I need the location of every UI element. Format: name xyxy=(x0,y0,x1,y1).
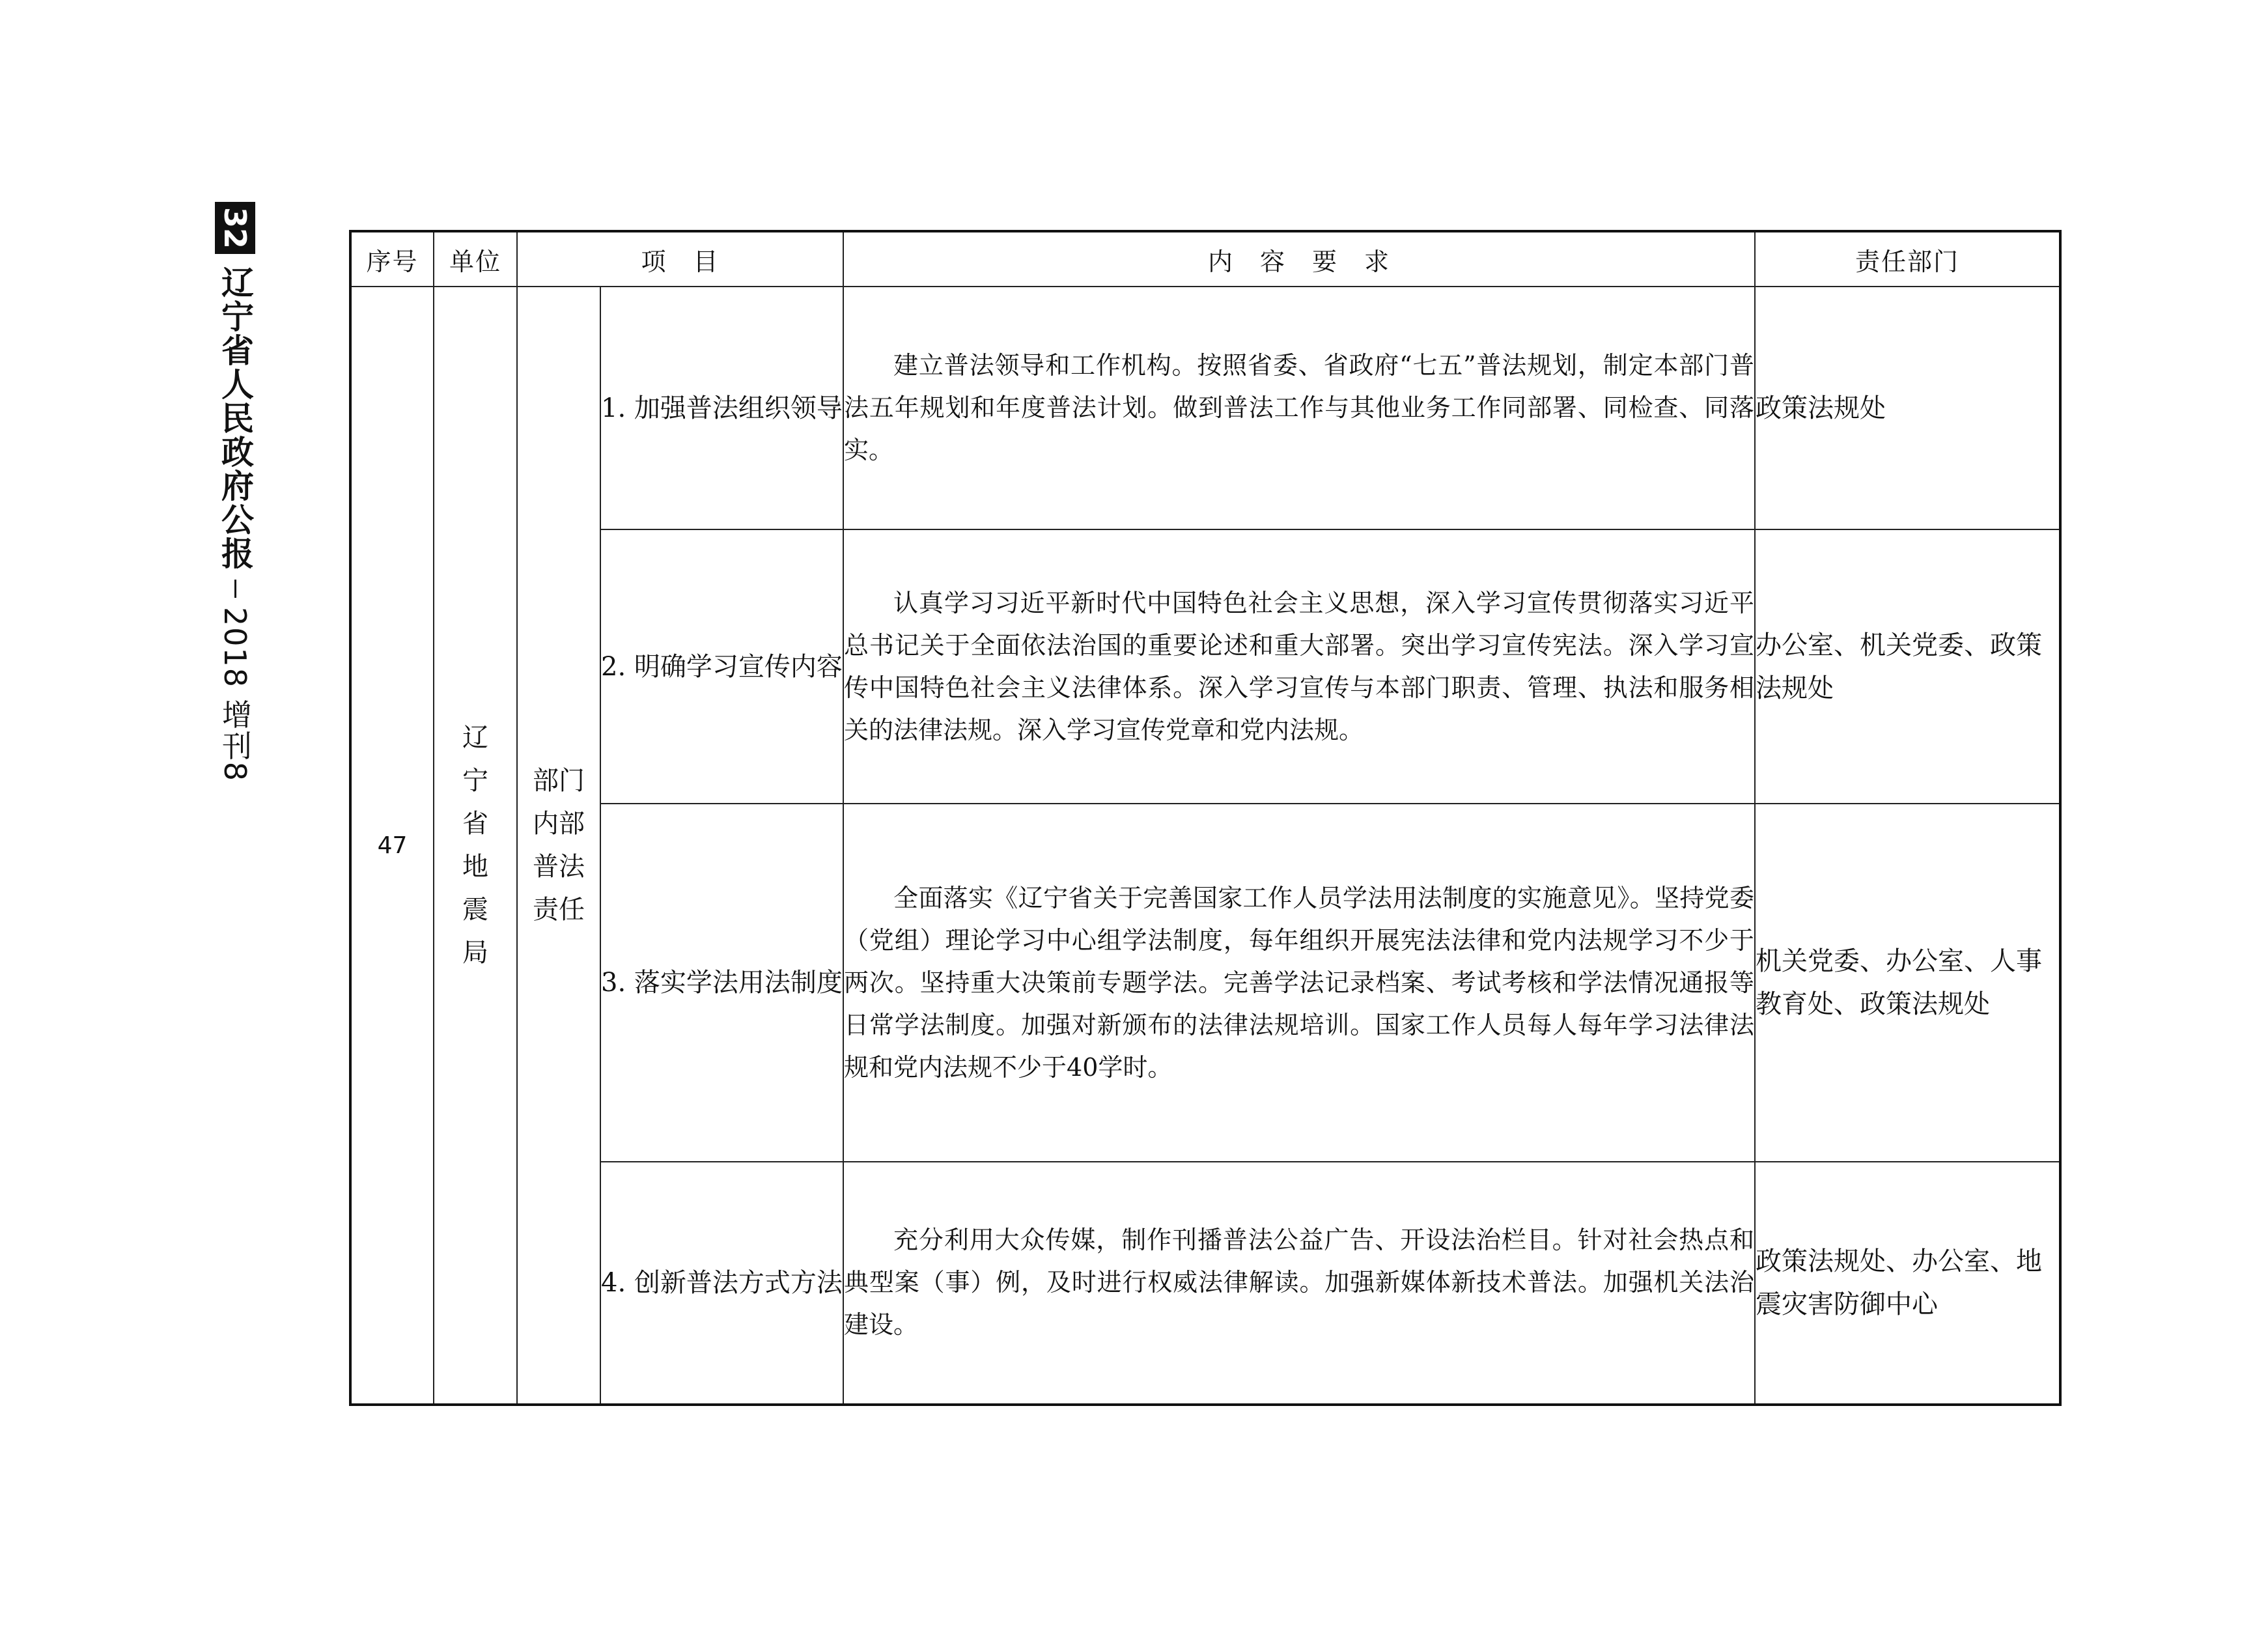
unit-name: 辽宁省地震局 xyxy=(462,723,488,968)
item-text: 1. 加强普法组织领导 xyxy=(601,393,843,423)
content-cell xyxy=(843,804,1755,1162)
dept-cell: 办公室、机关党委、政策法规处 xyxy=(1755,529,2060,804)
header-divider xyxy=(234,580,236,598)
table-row xyxy=(350,529,2060,804)
header-unit: 单位 xyxy=(434,231,517,287)
running-header xyxy=(215,202,255,782)
category-cell xyxy=(517,287,600,1405)
dept-cell: 政策法规处、办公室、地震灾害防御中心 xyxy=(1755,1162,2060,1405)
journal-title: 辽宁省人民政府公报 xyxy=(216,266,255,570)
header-content: 内 容 要 求 xyxy=(843,231,1755,287)
item-cell xyxy=(600,287,843,529)
table-row xyxy=(350,804,2060,1162)
seq-cell: 47 xyxy=(350,287,434,1405)
dept-cell: 政策法规处 xyxy=(1755,287,2060,529)
header-row xyxy=(350,231,2060,287)
header-project: 项 目 xyxy=(517,231,843,287)
page-number: 32 xyxy=(217,206,253,249)
table-row xyxy=(350,287,2060,529)
item-cell xyxy=(600,529,843,804)
content-text: 建立普法领导和工作机构。按照省委、省政府“七五”普法规划，制定本部门普法五年规划和年度普法计划。做到普法工作与其他业务工作同部署、同检查、同落实。 xyxy=(844,351,1755,465)
content-cell xyxy=(843,1162,1755,1405)
header-dept: 责任部门 xyxy=(1755,231,2060,287)
category-name: 部门内部普法责任 xyxy=(533,766,585,925)
item-text: 4. 创新普法方式方法 xyxy=(601,1267,843,1298)
page-number-box xyxy=(215,202,255,254)
item-cell xyxy=(600,804,843,1162)
header-seq: 序号 xyxy=(350,231,434,287)
item-text: 2. 明确学习宣传内容 xyxy=(601,651,843,682)
responsibility-table xyxy=(349,230,2062,1406)
item-cell xyxy=(600,1162,843,1405)
unit-cell xyxy=(434,287,517,1405)
content-text: 充分利用大众传媒，制作刊播普法公益广告、开设法治栏目。针对社会热点和典型案（事）例，及时进行权威法律解读。加强新媒体新技术普法。加强机关法治建设。 xyxy=(844,1226,1755,1340)
table-row xyxy=(350,1162,2060,1405)
content-text: 认真学习习近平新时代中国特色社会主义思想，深入学习宣传贯彻落实习近平总书记关于全面依法治国的重要论述和重大部署。突出学习宣传宪法。深入学习宣传中国特色社会主义法律体系。深入学习宣传与本部门职责、管理、执法和服务相关的法律法规。深入学习宣传党章和党内法规。 xyxy=(844,588,1755,744)
dept-cell: 机关党委、办公室、人事教育处、政策法规处 xyxy=(1755,804,2060,1162)
content-cell xyxy=(843,287,1755,529)
content-cell xyxy=(843,529,1755,804)
content-text: 全面落实《辽宁省关于完善国家工作人员学法用法制度的实施意见》。坚持党委（党组）理论学习中心组学法制度，每年组织开展宪法法律和党内法规学习不少于两次。坚持重大决策前专题学法。完善学法记录档案、考试考核和学法情况通报等日常学法制度。加强对新颁布的法律法规培训。国家工作人员每人每年学习法律法规和党内法规不少于40学时。 xyxy=(844,883,1755,1082)
issue-label: 2018 增刊8 xyxy=(217,607,253,782)
item-text: 3. 落实学法用法制度 xyxy=(601,968,843,998)
